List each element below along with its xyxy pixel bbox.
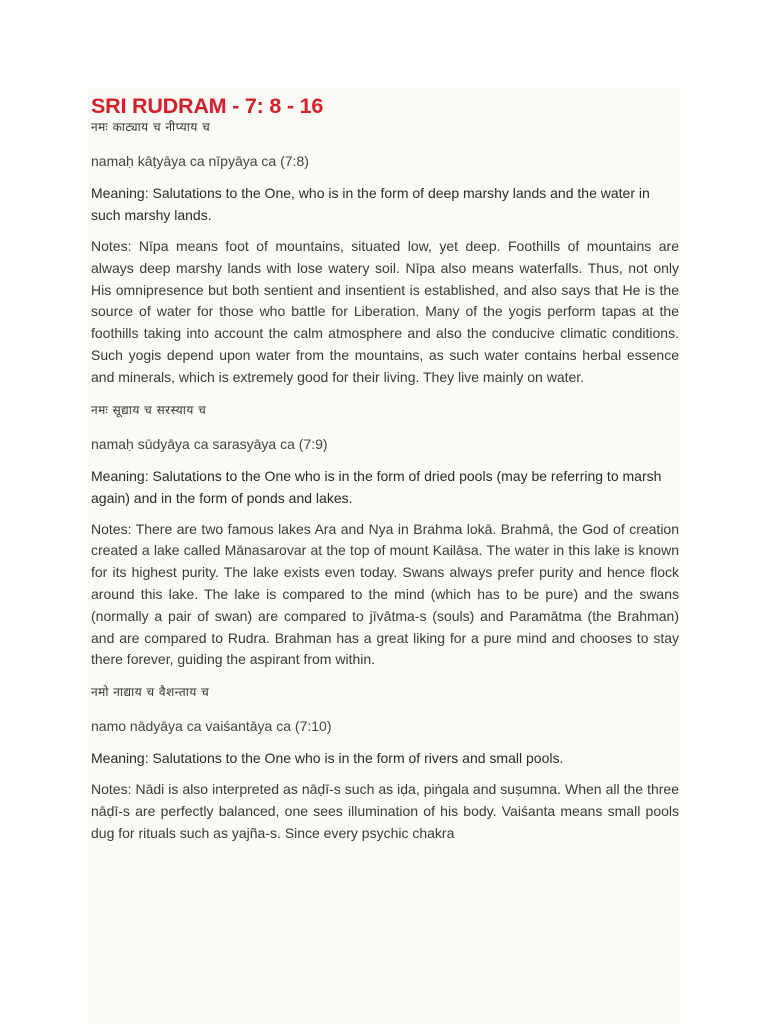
verse-devanagari: नमः सूद्याय च सरस्याय च <box>91 402 207 417</box>
verse-devanagari: नमः काट्याय च नीप्याय च <box>91 120 211 134</box>
verse-meaning: Meaning: Salutations to the One who is in the form of rivers and small pools. <box>91 750 564 767</box>
verse-notes: Notes: Nādi is also interpreted as nāḍī-s such as iḍa, piṅgala and suṣumna. When all the three nāḍī-s are perfectly balanced, one sees illumination of his body. Vaiśanta means small pools dug for rituals such as yajña-s. Since every psychic chakra <box>91 781 679 841</box>
document-body <box>88 88 680 1024</box>
verse-meaning: Meaning: Salutations to the One, who is in the form of deep marshy lands and the water in such marshy lands. <box>91 185 650 223</box>
verse-devanagari: नमो नाद्याय च वैशन्ताय च <box>91 685 210 700</box>
verse-transliteration: namaḥ sūdyāya ca sarasyāya ca (7:9) <box>91 435 328 452</box>
verse-transliteration: namo nādyāya ca vaiśantāya ca (7:10) <box>91 718 332 735</box>
verse-transliteration: namaḥ kāṭyāya ca nīpyāya ca (7:8) <box>91 153 309 169</box>
verse-meaning: Meaning: Salutations to the One who is in the form of dried pools (may be referring to marsh again) and in the form of ponds and lakes. <box>91 467 662 506</box>
page-title: SRI RUDRAM - 7: 8 - 16 <box>91 94 324 118</box>
verse-notes: Notes: There are two famous lakes Ara and Nya in Brahma lokā. Brahmā, the God of creation created a lake called Mānasarovar at the top of mount Kailāsa. The water in this lake is known for its highest purity. The lake exists even today. Swans always prefer purity and hence flock around this lake. The lake is compared to the mind (which has to be pure) and the swans (normally a pair of swan) are compared to jīvātma-s (souls) and Paramātma (the Brahman) and are compared to Rudra. Brahman has a great liking for a pure mind and chooses to stay there forever, guiding the aspirant from within. <box>91 520 679 668</box>
verse-notes: Notes: Nīpa means foot of mountains, situated low, yet deep. Foothills of mountains are always deep marshy lands with lose watery soil. Nīpa also means waterfalls. Thus, not only His omnipresence but both sentient and insentient is established, and also says that He is the source of water for those who battle for Liberation. Many of the yogis perform tapas at the foothills taking into account the calm atmosphere and also the conducive climatic conditions. Such yogis depend upon water from the mountains, as such water contains herbal essence and minerals, which is extremely good for their living. They live mainly on water. <box>91 238 679 385</box>
